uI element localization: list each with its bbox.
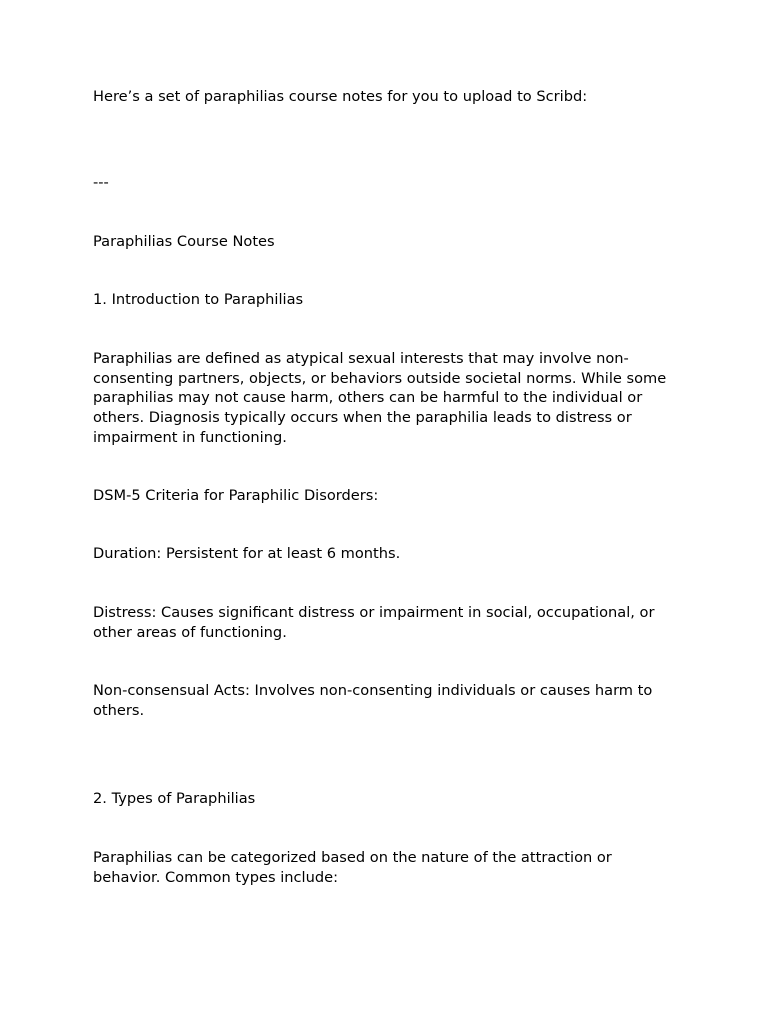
document-title: Paraphilias Course Notes (93, 233, 275, 250)
criterion-duration: Duration: Persistent for at least 6 months. (93, 545, 401, 562)
dsm-criteria-heading: DSM-5 Criteria for Paraphilic Disorders: (93, 487, 379, 504)
criterion-non-consensual: Non-consensual Acts: Involves non-consenting individuals or causes harm to others. (93, 682, 653, 719)
criterion-distress: Distress: Causes significant distress or impairment in social, occupational, or other areas of functioning. (93, 604, 655, 641)
section2-heading: 2. Types of Paraphilias (93, 790, 256, 807)
section1-paragraph: Paraphilias are defined as atypical sexual interests that may involve non-consenting partners, objects, or behaviors outside societal norms. While some paraphilias may not cause harm, others can be harmful to the individual or others. Diagnosis typically occurs when the paraphilia leads to distress or impairment in functioning. (93, 350, 667, 446)
section2-paragraph: Paraphilias can be categorized based on the nature of the attraction or behavior. Common types include: (93, 849, 612, 886)
section1-heading: 1. Introduction to Paraphilias (93, 291, 304, 308)
intro-text: Here’s a set of paraphilias course notes for you to upload to Scribd: (93, 88, 588, 105)
separator: --- (93, 174, 109, 191)
